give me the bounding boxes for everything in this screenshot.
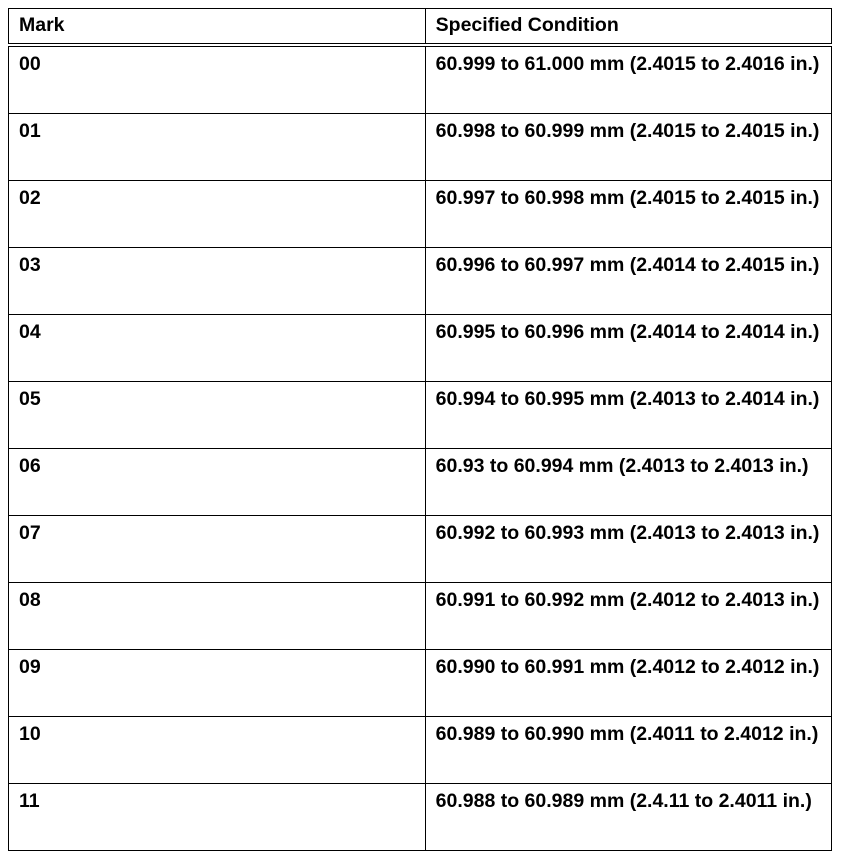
table-body (9, 45, 832, 851)
table-row (9, 717, 832, 784)
table-row (9, 45, 832, 114)
condition-cell: 60.994 to 60.995 mm (2.4013 to 2.4014 in.) (425, 382, 831, 449)
mark-cell: 10 (9, 717, 426, 784)
table-row (9, 650, 832, 717)
condition-cell: 60.989 to 60.990 mm (2.4011 to 2.4012 in.) (425, 717, 831, 784)
mark-cell: 03 (9, 248, 426, 315)
condition-cell: 60.995 to 60.996 mm (2.4014 to 2.4014 in.) (425, 315, 831, 382)
header-mark: Mark (9, 9, 426, 46)
condition-cell: 60.93 to 60.994 mm (2.4013 to 2.4013 in.) (425, 449, 831, 516)
mark-cell: 05 (9, 382, 426, 449)
mark-cell: 01 (9, 114, 426, 181)
table-row (9, 181, 832, 248)
mark-cell: 07 (9, 516, 426, 583)
header-row (9, 9, 832, 46)
mark-cell: 02 (9, 181, 426, 248)
mark-cell: 04 (9, 315, 426, 382)
mark-cell: 09 (9, 650, 426, 717)
condition-cell: 60.991 to 60.992 mm (2.4012 to 2.4013 in.) (425, 583, 831, 650)
table-row (9, 516, 832, 583)
mark-cell: 00 (9, 45, 426, 114)
condition-cell: 60.992 to 60.993 mm (2.4013 to 2.4013 in.) (425, 516, 831, 583)
condition-cell: 60.996 to 60.997 mm (2.4014 to 2.4015 in.) (425, 248, 831, 315)
condition-cell: 60.990 to 60.991 mm (2.4012 to 2.4012 in.) (425, 650, 831, 717)
table-row (9, 315, 832, 382)
mark-cell: 08 (9, 583, 426, 650)
table-row (9, 784, 832, 851)
header-specified-condition: Specified Condition (425, 9, 831, 46)
mark-cell: 06 (9, 449, 426, 516)
table-row (9, 449, 832, 516)
table-row (9, 583, 832, 650)
table-row (9, 382, 832, 449)
table-header (9, 9, 832, 46)
table-row (9, 248, 832, 315)
condition-cell: 60.998 to 60.999 mm (2.4015 to 2.4015 in.) (425, 114, 831, 181)
table-row (9, 114, 832, 181)
condition-cell: 60.997 to 60.998 mm (2.4015 to 2.4015 in.) (425, 181, 831, 248)
condition-cell: 60.988 to 60.989 mm (2.4.11 to 2.4011 in.) (425, 784, 831, 851)
mark-cell: 11 (9, 784, 426, 851)
condition-cell: 60.999 to 61.000 mm (2.4015 to 2.4016 in.) (425, 45, 831, 114)
spec-table (8, 8, 832, 851)
